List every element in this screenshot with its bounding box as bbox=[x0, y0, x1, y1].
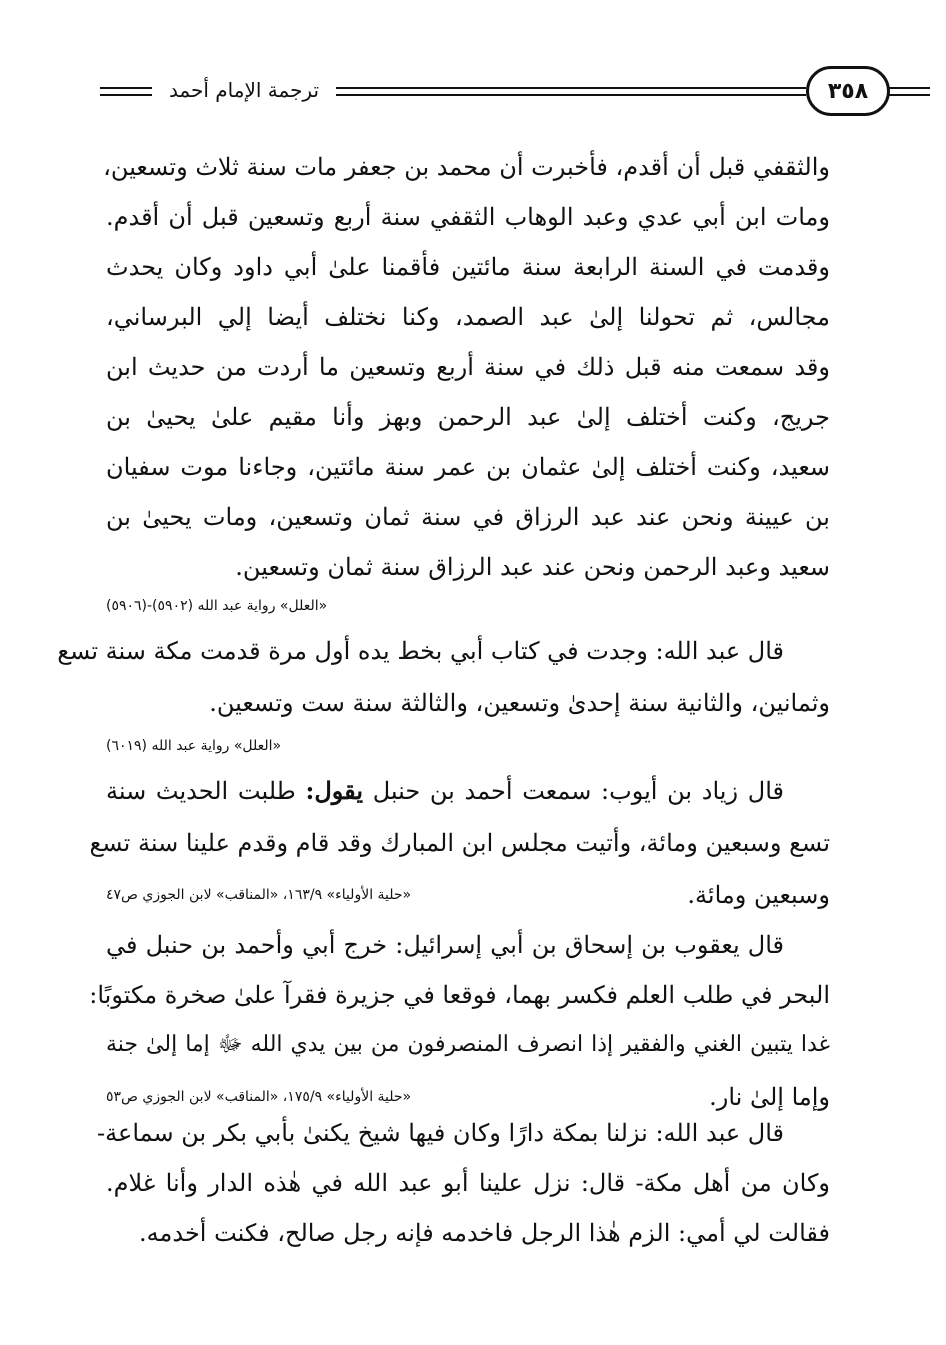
page-number: ٣٥٨ bbox=[806, 66, 890, 116]
text-line: وقد سمعت منه قبل ذلك في سنة أربع وتسعين ما أردت من حديث ابن bbox=[106, 353, 830, 381]
text-line: وكان من أهل مكة- قال: نزل علينا أبو عبد الله في هٰذه الدار وأنا غلام. bbox=[106, 1169, 830, 1197]
text-line: وسبعين ومائة. bbox=[687, 881, 830, 909]
page-header bbox=[100, 66, 869, 118]
text-line: وإما إلىٰ نار. bbox=[709, 1083, 830, 1111]
text-line: فقالت لي أمي: الزم هٰذا الرجل فاخدمه فإنه رجل صالح، فكنت أخدمه. bbox=[139, 1219, 830, 1247]
text-line: والثقفي قبل أن أقدم، فأخبرت أن محمد بن جعفر مات سنة ثلاث وتسعين، bbox=[103, 153, 830, 181]
text-line: بن عيينة ونحن عند عبد الرزاق في سنة ثمان وتسعين، ومات يحيىٰ بن bbox=[106, 503, 830, 531]
text-line: وقدمت في السنة الرابعة سنة مائتين فأقمنا علىٰ أبي داود وكان يحدث bbox=[106, 253, 830, 281]
text-line: قال يعقوب بن إسحاق بن أبي إسرائيل: خرج أبي وأحمد بن حنبل في bbox=[106, 931, 784, 959]
header-rule-left bbox=[100, 87, 152, 96]
text-line: سعيد، وكنت أختلف إلىٰ عثمان بن عمر سنة مائتين، وجاءنا موت سفيان bbox=[106, 453, 830, 481]
text-line bbox=[106, 776, 830, 806]
source-citation: «حلية الأولياء» ١٧٥/٩، «المناقب» لابن الجوزي ص٥٣ bbox=[106, 1089, 412, 1105]
text-line: جريج، وكنت أختلف إلىٰ عبد الرحمن وبهز وأنا مقيم علىٰ يحيىٰ بن bbox=[106, 403, 830, 431]
text-run: طلبت الحديث سنة bbox=[106, 777, 296, 805]
header-rule-middle bbox=[336, 87, 806, 96]
text-line: غدا يتبين الغني والفقير إذا انصرف المنصرفون من بين يدي الله ﷻ إما إلىٰ جنة bbox=[106, 1032, 830, 1057]
text-line: وثمانين، والثانية سنة إحدىٰ وتسعين، والثالثة سنة ست وتسعين. bbox=[209, 689, 830, 717]
source-citation: «العلل» رواية عبد الله (٦٠١٩) bbox=[106, 738, 282, 754]
text-line: قال عبد الله: نزلنا بمكة دارًا وكان فيها شيخ يكنىٰ بأبي بكر بن سماعة- bbox=[97, 1119, 784, 1147]
emphasis-text: يقول: bbox=[305, 776, 363, 805]
text-line: قال عبد الله: وجدت في كتاب أبي بخط يده أول مرة قدمت مكة سنة تسع bbox=[57, 637, 784, 665]
source-citation: «العلل» رواية عبد الله (٥٩٠٢)-(٥٩٠٦) bbox=[106, 598, 328, 614]
text-line: ومات ابن أبي عدي وعبد الوهاب الثقفي سنة أربع وتسعين قبل أن أقدم. bbox=[106, 203, 830, 231]
source-citation: «حلية الأولياء» ١٦٣/٩، «المناقب» لابن الجوزي ص٤٧ bbox=[106, 887, 412, 903]
text-line: تسع وسبعين ومائة، وأتيت مجلس ابن المبارك وقد قام وقدم علينا سنة تسع bbox=[89, 829, 830, 857]
text-line: البحر في طلب العلم فكسر بهما، فوقعا في جزيرة فقرآ علىٰ صخرة مكتوبًا: bbox=[89, 981, 830, 1009]
text-line: مجالس، ثم تحولنا إلىٰ عبد الصمد، وكنا نختلف أيضا إلي البرساني، bbox=[106, 303, 830, 331]
running-title: ترجمة الإمام أحمد bbox=[168, 78, 320, 102]
text-line: سعيد وعبد الرحمن ونحن عند عبد الرزاق سنة ثمان وتسعين. bbox=[235, 553, 830, 581]
text-run: قال زياد بن أيوب: سمعت أحمد بن حنبل bbox=[372, 777, 784, 805]
